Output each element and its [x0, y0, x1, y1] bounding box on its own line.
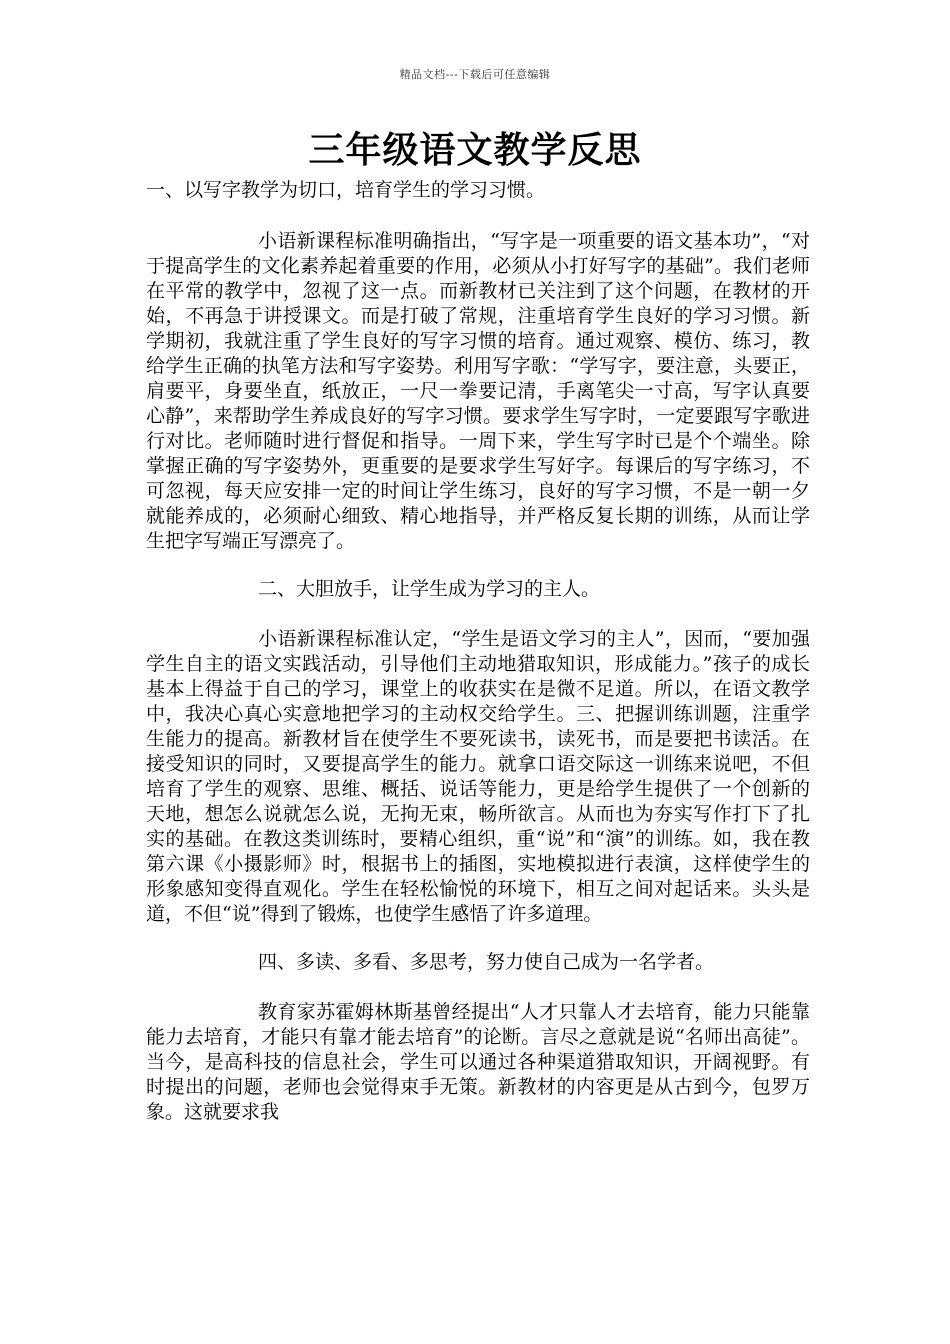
- page-header: 精品文档---下载后可任意编辑: [399, 68, 551, 81]
- document-body: [146, 178, 810, 1125]
- section-paragraph-3: 教育家苏霍姆林斯基曾经提出“人才只靠人才去培育，能力只能靠能力去培育，才能只有靠才能去培育”的论断。言尽之意就是说“名师出高徒”。当今，是高科技的信息社会，学生可以通过各种渠道猎取知识，开阔视野。有时提出的问题，老师也会觉得束手无策。新教材的内容更是从古到今，包罗万象。这就要求我: [146, 1001, 810, 1123]
- section-paragraph-1: 小语新课程标准明确指出，“写字是一项重要的语文基本功”，“对于提高学生的文化素养起着重要的作用，必须从小打好写字的基础”。我们老师在平常的教学中，忽视了这一点。而新教材已关注到了这个问题，在教材的开始，不再急于讲授课文。而是打破了常规，注重培育学生良好的学习习惯。新学期初，我就注重了学生良好的写字习惯的培育。通过观察、模仿、练习，教给学生正确的执笔方法和写字姿势。利用写字歌：“学写字，要注意，头要正，肩要平，身要坐直，纸放正，一尺一拳要记清，手离笔尖一寸高，写字认真要心静”，来帮助学生养成良好的写字习惯。要求学生写字时，一定要跟写字歌进行对比。老师随时进行督促和指导。一周下来，学生写字时已是个个端坐。除掌握正确的写字姿势外，更重要的是要求学生写好字。每课后的写字练习，不可忽视，每天应安排一定的时间让学生练习，良好的写字习惯，不是一朝一夕就能养成的，必须耐心细致、精心地指导，并严格反复长期的训练，从而让学生把字写端正写漂亮了。: [146, 230, 810, 552]
- section-paragraph-2: 小语新课程标准认定，“学生是语文学习的主人”，因而，“要加强学生自主的语文实践活动，引导他们主动地猎取知识，形成能力。”孩子的成长基本上得益于自己的学习，课堂上的收获实在是微不足道。所以，在语文教学中，我决心真心实意地把学习的主动权交给学生。三、把握训练训题，注重学生能力的提高。新教材旨在使学生不要死读书，读死书，而是要把书读活。在接受知识的同时，又要提高学生的能力。就拿口语交际这一训练来说吧，不但培育了学生的观察、思维、概括、说话等能力，更是给学生提供了一个创新的天地，想怎么说就怎么说，无拘无束，畅所欲言。从而也为夯实写作打下了扎实的基础。在教这类训练时，要精心组织，重“说”和“演”的训练。如，我在教第六课《小摄影师》时，根据书上的插图，实地模拟进行表演，这样使学生的形象感知变得直观化。学生在轻松愉悦的环境下，相互之间对起话来。头头是道，不但“说”得到了锻炼，也使学生感悟了许多道理。: [146, 628, 810, 925]
- section-heading-3: 四、多读、多看、多思考，努力使自己成为一名学者。: [258, 951, 715, 973]
- section-heading-2: 二、大胆放手，让学生成为学习的主人。: [258, 578, 601, 600]
- document-title: 三年级语文教学反思: [308, 129, 642, 171]
- section-heading-1: 一、以写字教学为切口，培育学生的学习习惯。: [146, 179, 546, 201]
